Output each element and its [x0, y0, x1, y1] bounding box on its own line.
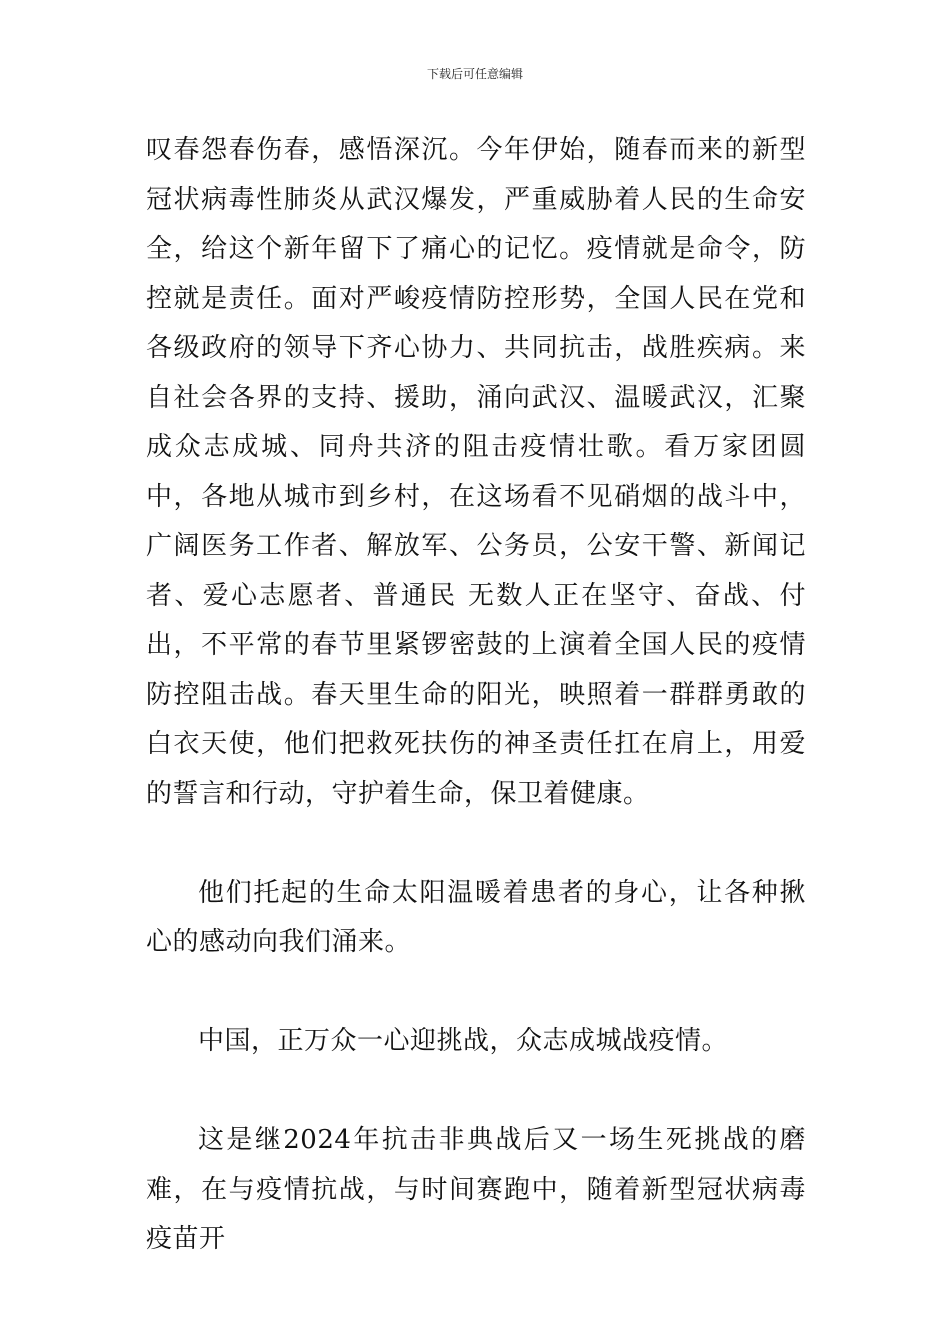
paragraph-gap [146, 968, 806, 1018]
paragraph-2: 他们托起的生命太阳温暖着患者的身心，让各种揪心的感动向我们涌来。 [146, 877, 806, 957]
paragraph-4: 这是继2024年抗击非典战后又一场生死挑战的磨难，在与疫情抗战，与时间赛跑中，随着新型冠状病毒疫苗开 [146, 1125, 806, 1254]
paragraph-gap [146, 1067, 806, 1117]
paragraph-3: 中国，正万众一心迎挑战，众志成城战疫情。 [198, 1026, 729, 1056]
page-header-note: 下载后可任意编辑 [426, 67, 523, 81]
paragraph-gap [146, 819, 806, 869]
document-body [146, 126, 806, 1265]
paragraph-1: 叹春怨春伤春，感悟深沉。今年伊始，随春而来的新型冠状病毒性肺炎从武汉爆发，严重威胁着人民的生命安全，给这个新年留下了痛心的记忆。疫情就是命令，防控就是责任。面对严峻疫情防控形势，全国人民在党和各级政府的领导下齐心协力、共同抗击，战胜疾病。来自社会各界的支持、援助，涌向武汉、温暖武汉，汇聚成众志成城、同舟共济的阻击疫情壮歌。看万家团圆中，各地从城市到乡村，在这场看不见硝烟的战斗中，广阔医务工作者、解放军、公务员，公安干警、新闻记者、爱心志愿者、普通民 无数人正在坚守、奋战、付出，不平常的春节里紧锣密鼓的上演着全国人民的疫情防控阻击战。春天里生命的阳光，映照着一群群勇敢的白衣天使，他们把救死扶伤的神圣责任扛在肩上，用爱的誓言和行动，守护着生命，保卫着健康。 [146, 135, 806, 809]
